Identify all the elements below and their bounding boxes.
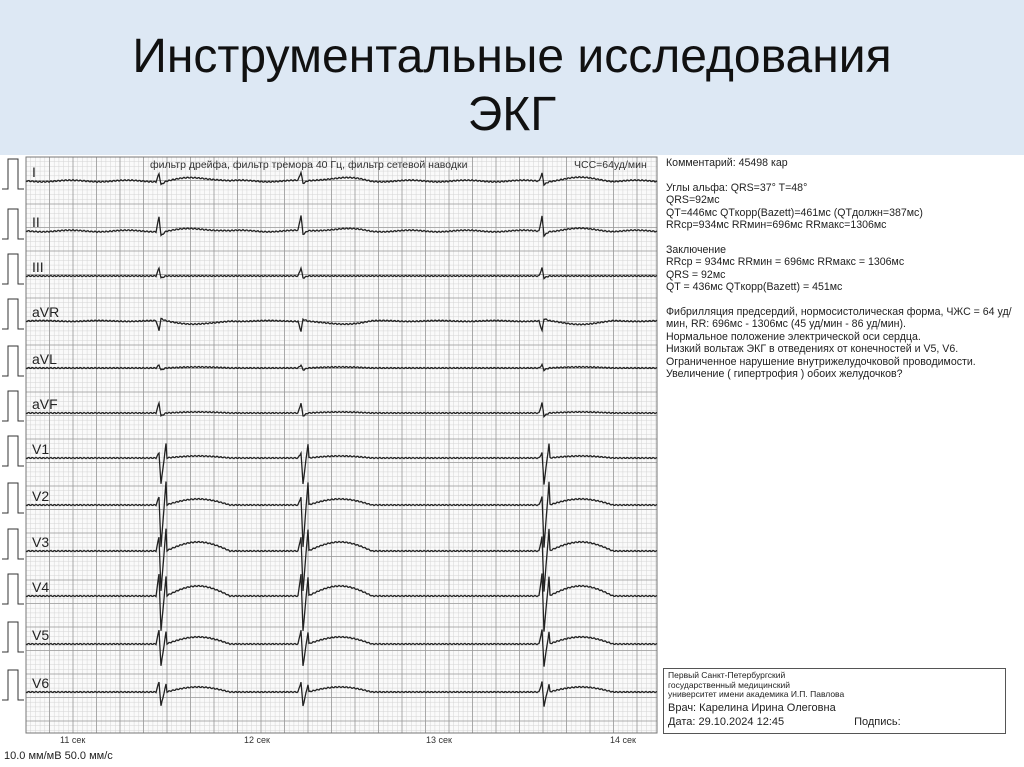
lead-label-avf: aVF: [32, 396, 58, 412]
calibration-pulse: [2, 209, 24, 239]
lead-label-v1: V1: [32, 441, 50, 457]
calibration-pulse: [2, 254, 24, 284]
report-comment: Комментарий: 45498 кар: [666, 157, 788, 169]
report-rr: RRср=934мс RRмин=696мс RRмакс=1306мс: [666, 219, 887, 231]
lead-label-v6: V6: [32, 675, 50, 691]
conclusion-qrs: QRS = 92мс: [666, 268, 726, 281]
calibration-pulse: [2, 483, 24, 513]
time-label: 14 сек: [610, 735, 636, 745]
conclusion-axis: Нормальное положение электрической оси сердца.: [666, 330, 921, 343]
conclusion-diagnosis: Фибрилляция предсердий, нормосистолическая форма, ЧЖС = 64 уд/мин, RR: 696мс - 1306мс (45 уд/мин - 86 уд/мин).: [666, 305, 1012, 330]
stamp-org-line1: Первый Санкт-Петербургский: [668, 670, 786, 680]
lead-label-v4: V4: [32, 579, 50, 595]
slide-title-line2: ЭКГ: [467, 88, 557, 141]
time-label: 12 сек: [244, 735, 270, 745]
lead-label-v5: V5: [32, 627, 50, 643]
calibration-pulse: [2, 391, 24, 421]
slide-title: [0, 28, 1024, 144]
slide-title-line1: Инструментальные исследования: [132, 30, 892, 83]
report-panel: [666, 157, 1018, 381]
ecg-scale-text: 10.0 мм/мВ 50.0 мм/с: [4, 750, 113, 762]
conclusion-voltage: Низкий вольтаж ЭКГ в отведениях от конечностей и V5, V6.: [666, 343, 959, 355]
calibration-pulse: [2, 670, 24, 700]
lead-label-avr: aVR: [32, 304, 60, 320]
conclusion-title: Заключение: [666, 243, 727, 256]
calibration-pulse: [2, 622, 24, 652]
lead-label-i: I: [32, 164, 36, 180]
lead-label-ii: II: [32, 214, 40, 230]
report-angles: Углы альфа: QRS=37° T=48°: [666, 181, 808, 194]
time-label: 13 сек: [426, 735, 452, 745]
stamp-org-line2: государственный медицинский: [668, 679, 791, 690]
time-label: 11 сек: [60, 735, 86, 745]
ecg-filter-text: фильтр дрейфа, фильтр тремора 40 Гц, фильтр сетевой наводки: [150, 159, 468, 171]
calibration-pulse: [2, 299, 24, 329]
report-qrs: QRS=92мс: [666, 194, 720, 206]
doctor-stamp: [663, 668, 1006, 734]
calibration-pulse: [2, 159, 24, 189]
calibration-pulse: [2, 436, 24, 466]
grid-paper: [26, 157, 657, 733]
ecg-chart: [0, 155, 662, 767]
conclusion-rr: RRср = 934мс RRмин = 696мс RRмакс = 1306мс: [666, 256, 905, 268]
calibration-pulse: [2, 346, 24, 376]
stamp-org-line3: университет имени академика И.П. Павлова: [668, 689, 845, 699]
ecg-hr-text: ЧСС=64уд/мин: [574, 159, 647, 171]
stamp-signature: Подпись:: [854, 715, 901, 728]
report-qt: QT=446мс QTкорр(Bazett)=461мс (QTдолжн=387мс): [666, 206, 923, 219]
lead-label-avl: aVL: [32, 351, 57, 367]
stamp-date: Дата: 29.10.2024 12:45: [668, 715, 785, 728]
conclusion-qt: QT = 436мс QTкорр(Bazett) = 451мс: [666, 281, 843, 293]
lead-label-v3: V3: [32, 534, 50, 550]
calibration-pulse: [2, 574, 24, 604]
ecg-grid: [26, 157, 657, 733]
stamp-doctor: Врач: Карелина Ирина Олеговна: [668, 701, 836, 714]
lead-label-iii: III: [32, 259, 44, 275]
lead-label-v2: V2: [32, 488, 50, 504]
conclusion-conduction: Ограниченное нарушение внутрижелудочковой проводимости.: [666, 355, 976, 368]
conclusion-hypertrophy: Увеличение ( гипертрофия ) обоих желудочков?: [666, 368, 903, 380]
calibration-pulse: [2, 529, 24, 559]
